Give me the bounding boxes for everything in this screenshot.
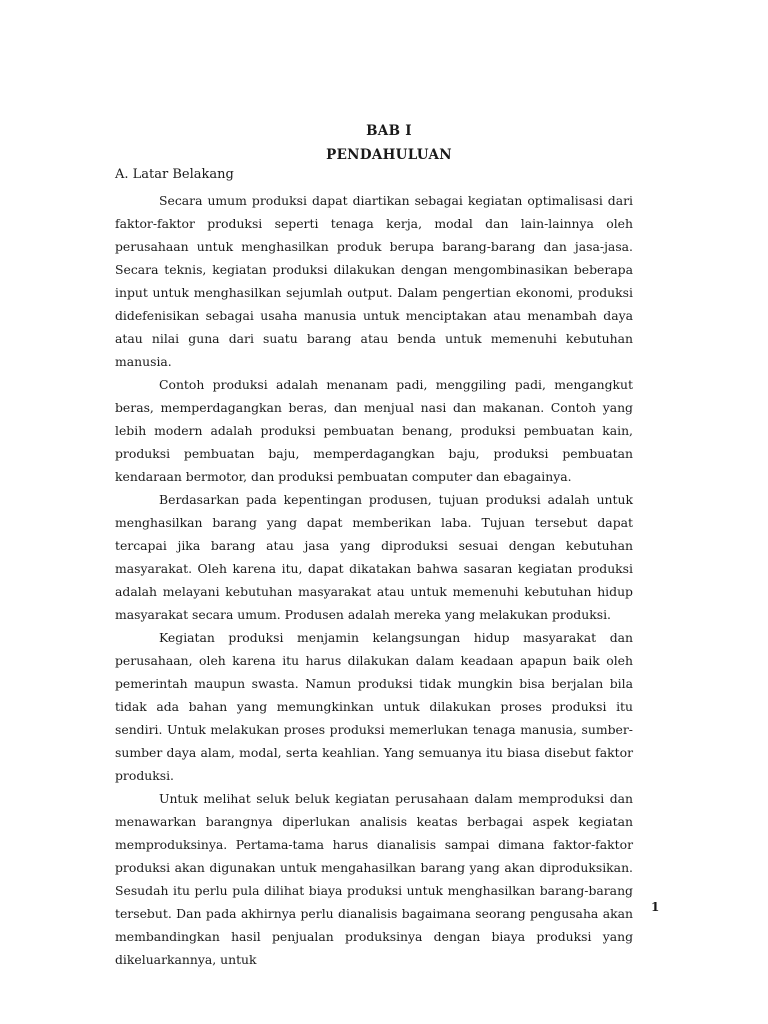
section-heading: A. Latar Belakang <box>115 167 234 182</box>
chapter-title: PENDAHULUAN <box>326 147 452 163</box>
paragraph: Secara umum produksi dapat diartikan sebagai kegiatan optimalisasi dari faktor-faktor produksi seperti tenaga kerja, modal dan lain-lainnya oleh perusahaan untuk menghasilkan produk berupa barang-barang dan jasa-jasa. Secara teknis, kegiatan produksi dilakukan dengan mengombinasikan beberapa input untuk menghasilkan sejumlah output. Dalam pengertian ekonomi, produksi didefenisikan sebagai usaha manusia untuk menciptakan atau menambah daya atau nilai guna dari suatu barang atau benda untuk memenuhi kebutuhan manusia. <box>115 193 633 369</box>
paragraph: Untuk melihat seluk beluk kegiatan perusahaan dalam memproduksi dan menawarkan barangnya diperlukan analisis keatas berbagai aspek kegiatan memproduksinya. Pertama-tama harus dianalisis sampai dimana faktor-faktor produksi akan digunakan untuk mengahasilkan barang yang akan diproduksikan. Sesudah itu perlu pula dilihat biaya produksi untuk menghasilkan barang-barang tersebut. Dan pada akhirnya perlu dianalisis bagaimana seorang pengusaha akan membandingkan hasil penjualan produksinya dengan biaya produksi yang dikeluarkannya, untuk <box>115 791 633 967</box>
document-body <box>115 189 633 971</box>
paragraph: Contoh produksi adalah menanam padi, menggiling padi, mengangkut beras, memperdagangkan beras, dan menjual nasi dan makanan. Contoh yang lebih modern adalah produksi pembuatan benang, produksi pembuatan kain, produksi pembuatan baju, memperdagangkan baju, produksi pembuatan kendaraan bermotor, dan produksi pembuatan computer dan ebagainya. <box>115 377 633 484</box>
chapter-label: BAB I <box>366 123 412 139</box>
paragraph: Berdasarkan pada kepentingan produsen, tujuan produksi adalah untuk menghasilkan barang yang dapat memberikan laba. Tujuan tersebut dapat tercapai jika barang atau jasa yang diproduksi sesuai dengan kebutuhan masyarakat. Oleh karena itu, dapat dikatakan bahwa sasaran kegiatan produksi adalah melayani kebutuhan masyarakat atau untuk memenuhi kebutuhan hidup masyarakat secara umum. Produsen adalah mereka yang melakukan produksi. <box>115 492 633 622</box>
paragraph: Kegiatan produksi menjamin kelangsungan hidup masyarakat dan perusahaan, oleh karena itu harus dilakukan dalam keadaan apapun baik oleh pemerintah maupun swasta. Namun produksi tidak mungkin bisa berjalan bila tidak ada bahan yang memungkinkan untuk dilakukan proses produksi itu sendiri. Untuk melakukan proses produksi memerlukan tenaga manusia, sumber-sumber daya alam, modal, serta keahlian. Yang semuanya itu biasa disebut faktor produksi. <box>115 630 633 783</box>
page-number: 1 <box>651 900 660 914</box>
